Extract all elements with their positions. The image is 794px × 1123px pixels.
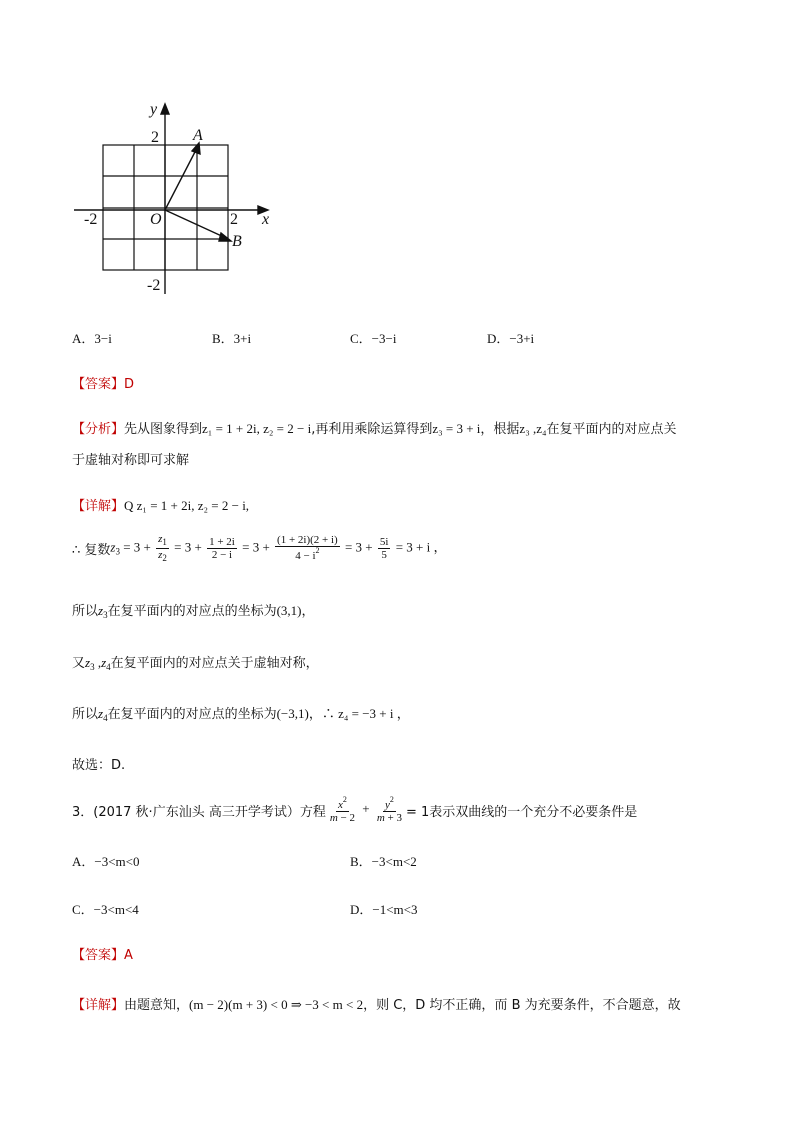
coordinate-figure [70, 98, 280, 298]
q3-detail-eq: (m − 2)(m + 3) < 0 ⇒ −3 < m < 2 [189, 997, 364, 1012]
q3-stem-prefix: 3．(2017 秋·广东汕头 高三开学考试）方程 [72, 804, 326, 820]
analysis-eq-2: z₃ = 3 + i [432, 421, 481, 436]
q3-option-c: C．−3<m<4 [72, 902, 139, 917]
answer-tag: 【答案】 [72, 377, 125, 392]
analysis-text-2: ,再利用乘除运算得到 [311, 422, 433, 437]
q2-detail-line3: 所以$z_3$在复平面内的对应点的坐标为(3,1)， [72, 603, 315, 620]
q2-detail-line1 [72, 495, 249, 514]
q2-detail-line5: 所以$z_4$在复平面内的对应点的坐标为(−3,1)，∴ z₄ = −3 + i ， [72, 706, 410, 723]
detail-line3-d: ， [301, 604, 315, 619]
q3-option-a: A．−3<m<0 [72, 854, 140, 869]
q3-answer [72, 944, 133, 963]
q3-option-b: B．−3<m<2 [350, 854, 417, 869]
detail-eq-2: $z_3 = 3$ + $\frac{z_1}{z_2}$ = 3 + $\frac{1 + 2i}{2 - i}$ = 3 + $\frac{(1 + 2i)(2 + i)}{4 - i^2}$ = 3 + $\frac{5i}{5}$ = 3 + i ， [110, 533, 447, 563]
q3-detail-text-2: ，则 C，D 均不正确，而 B 为充要条件，不合题意，故 [363, 998, 681, 1013]
answer-tag: 【答案】 [72, 948, 125, 963]
q2-option-b: B．3+i [212, 331, 252, 346]
tick-x-right: 2 [230, 211, 238, 228]
y-axis-label: y [150, 101, 158, 118]
detail-line5-a: 所以 [72, 707, 99, 722]
analysis-tag: 【分析】 [72, 422, 125, 437]
analysis-eq-3: z₃ ,z₄ [519, 421, 547, 436]
detail-tag: 【详解】 [72, 998, 125, 1013]
point-b-label: B [232, 233, 242, 250]
analysis-text-4: 在复平面内的对应点关 [546, 422, 677, 437]
detail-line5-b: 在复平面内的对应点的坐标为 [107, 707, 277, 722]
q3-option-d: D．−1<m<3 [350, 902, 418, 917]
detail-line4-a: 又 [72, 656, 86, 671]
analysis-eq-1: z₁ = 1 + 2i, z₂ = 2 − i [202, 421, 312, 436]
detail-tag: 【详解】 [72, 499, 125, 514]
tick-y-top: 2 [151, 129, 159, 146]
q2-detail-line4: 又$z_3$ $,z_4$在复平面内的对应点关于虚轴对称， [72, 655, 319, 672]
detail-line3-a: 所以 [72, 604, 99, 619]
q2-choose: 故选：D. [72, 758, 126, 773]
x-axis-label: x [262, 211, 270, 228]
analysis-text-1: 先从图象得到 [124, 422, 203, 437]
q2-option-d: D．−3+i [487, 331, 535, 346]
q3-detail [72, 994, 681, 1013]
q2-option-a: A．3−i [72, 331, 112, 346]
tick-x-left: -2 [84, 211, 98, 228]
analysis-text-3: ，根据 [480, 422, 520, 437]
q2-option-c: C．−3−i [350, 331, 397, 346]
q3-detail-text-1: 由题意知， [124, 998, 190, 1013]
answer-value: D [124, 377, 135, 392]
detail-line3-c: (3,1) [276, 603, 302, 618]
detail-line4-b: 在复平面内的对应点关于虚轴对称， [110, 656, 319, 671]
detail-line2-prefix: ∴ 复数 [72, 542, 111, 558]
detail-line5-c: (−3,1) [276, 706, 309, 721]
answer-value: A [124, 948, 133, 963]
q3-stem [72, 796, 637, 824]
origin-label: O [150, 211, 162, 228]
q2-analysis-line1 [72, 418, 677, 437]
tick-y-bottom: -2 [147, 277, 161, 294]
detail-line3-b: 在复平面内的对应点的坐标为 [107, 604, 277, 619]
q2-analysis-line2: 于虚轴对称即可求解 [72, 453, 190, 468]
q3-equation: $\frac{x^2}{m - 2}$ + $\frac{y^2}{m + 3}$ [329, 795, 403, 825]
q2-answer [72, 373, 134, 392]
detail-line5-d: ，∴ z₄ = −3 + i ， [308, 706, 410, 721]
q2-detail-line2 [72, 533, 446, 564]
point-a-label: A [193, 127, 203, 144]
arrow-b-icon [219, 233, 231, 241]
detail-eq-1: Q z₁ = 1 + 2i, z₂ = 2 − i, [124, 498, 250, 513]
vectors [165, 143, 231, 241]
q3-stem-suffix: = 1表示双曲线的一个充分不必要条件是 [406, 804, 638, 820]
